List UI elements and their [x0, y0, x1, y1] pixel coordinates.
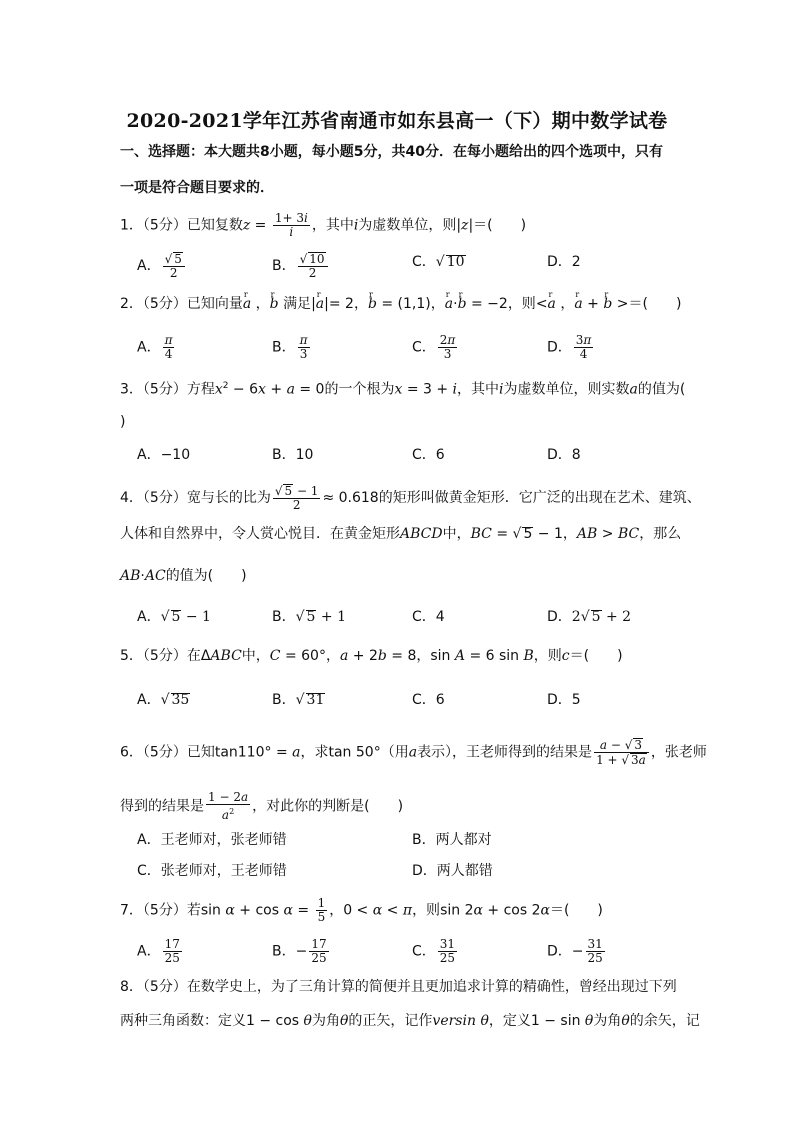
question-4-line2: 人体和自然界中，令人赏心悦目．在黄金矩形ABCD中，BC = √ 5 − 1，AB > BC，那么: [120, 526, 682, 542]
q2-option-c[interactable]: C． $\frac{2\pi}{3}$: [412, 333, 456, 361]
question-4: 4．（5分）宽与长的比为 $\frac{√ 5 - 1}{2}$ ≈ 0.618的矩形叫做黄金矩形．它广泛的出现在艺术、建筑、: [120, 484, 701, 512]
q3-option-a[interactable]: A．−10: [137, 447, 191, 463]
q6-option-d[interactable]: D．两人都错: [412, 863, 493, 879]
q1-option-a[interactable]: A． $\frac{√ 5}{2}$: [137, 252, 187, 280]
q1-option-c[interactable]: C．√ 10: [412, 254, 465, 270]
q5-option-a[interactable]: A．√ 35: [137, 692, 190, 708]
q7-option-b[interactable]: B．− $\frac{17}{25}$: [272, 937, 327, 965]
section-instructions-line2: 一项是符合题目要求的．: [120, 180, 274, 196]
question-8: 8．（5分）在数学史上，为了三角计算的简便并且更加追求计算的精确性，曾经出现过下列: [120, 979, 677, 995]
q5-option-d[interactable]: D．5: [547, 692, 581, 708]
page-title: 2020-2021学年江苏省南通市如东县高一（下）期中数学试卷: [126, 110, 668, 132]
q2-option-d[interactable]: D． $\frac{3\pi}{4}$: [547, 333, 592, 361]
question-6-line2: 得到的结果是 $\frac{1 - 2a}{a^2}$ ，对此你的判断是( ): [120, 790, 404, 822]
q4-option-b[interactable]: B．√ 5 + 1: [272, 609, 346, 625]
question-7: 7．（5分）若sin α + cos α = $\frac{1}{5}$ ，0 < α < π，则sin 2α + cos 2α＝( ): [120, 896, 603, 924]
question-8-line2: 两种三角函数：定义1 − cos θ为角θ的正矢，记作versin θ，定义1 − sin θ为角θ的余矢，记: [120, 1013, 700, 1029]
q7-option-c[interactable]: C． $\frac{31}{25}$: [412, 937, 456, 965]
question-6: 6．（5分）已知tan110° = a，求tan 50°（用a表示），王老师得到的结果是 $\frac{a - √ 3}{1 + √ 3a}$ ，张老师: [120, 738, 707, 767]
q3-option-b[interactable]: B．10: [272, 447, 314, 463]
question-5: 5．（5分）在ΔABC中，C = 60°，a + 2b = 8，sin A = 6 sin B，则c＝( ): [120, 648, 623, 664]
q7-option-a[interactable]: A． $\frac{17}{25}$: [137, 937, 180, 965]
question-4-line3: AB·AC的值为( ): [120, 568, 247, 584]
q3-option-c[interactable]: C．6: [412, 447, 445, 463]
question-2: 2．（5分）已知向量r a ，r b 满足|r a|= 2，r b = (1,1)，r a·r b = −2，则<r a ，r a + r b >＝( ): [120, 294, 681, 314]
q5-option-c[interactable]: C．6: [412, 692, 445, 708]
q3-option-d[interactable]: D．8: [547, 447, 581, 463]
section-instructions-line1: 一、选择题：本大题共8小题，每小题5分，共40分．在每小题给出的四个选项中，只有: [120, 144, 663, 160]
q4-option-c[interactable]: C．4: [412, 609, 445, 625]
q6-option-a[interactable]: A．王老师对，张老师错: [137, 832, 287, 848]
q5-option-b[interactable]: B．√ 31: [272, 692, 325, 708]
question-3-line2: ): [120, 414, 126, 430]
q6-option-c[interactable]: C．张老师对，王老师错: [137, 863, 287, 879]
q1-option-b[interactable]: B． $\frac{√ 10}{2}$: [272, 252, 330, 280]
q2-option-a[interactable]: A． $\frac{\pi}{4}$: [137, 333, 173, 361]
question-3: 3．（5分）方程$x^2 - 6x + a = 0$的一个根为x = 3 + i，其中i为虚数单位，则实数a的值为(: [120, 381, 686, 398]
q7-option-d[interactable]: D．− $\frac{31}{25}$: [547, 937, 603, 965]
q6-option-b[interactable]: B．两人都对: [412, 832, 492, 848]
q4-option-a[interactable]: A．√ 5 − 1: [137, 609, 211, 625]
question-1: 1．（5分）已知复数z = $\frac{1+ 3i}{i}$ ，其中i为虚数单位，则|z|＝( ): [120, 211, 527, 239]
q1-option-d[interactable]: D．2: [547, 254, 581, 270]
q4-option-d[interactable]: D．2√ 5 + 2: [547, 609, 632, 625]
q2-option-b[interactable]: B． $\frac{\pi}{3}$: [272, 333, 308, 361]
